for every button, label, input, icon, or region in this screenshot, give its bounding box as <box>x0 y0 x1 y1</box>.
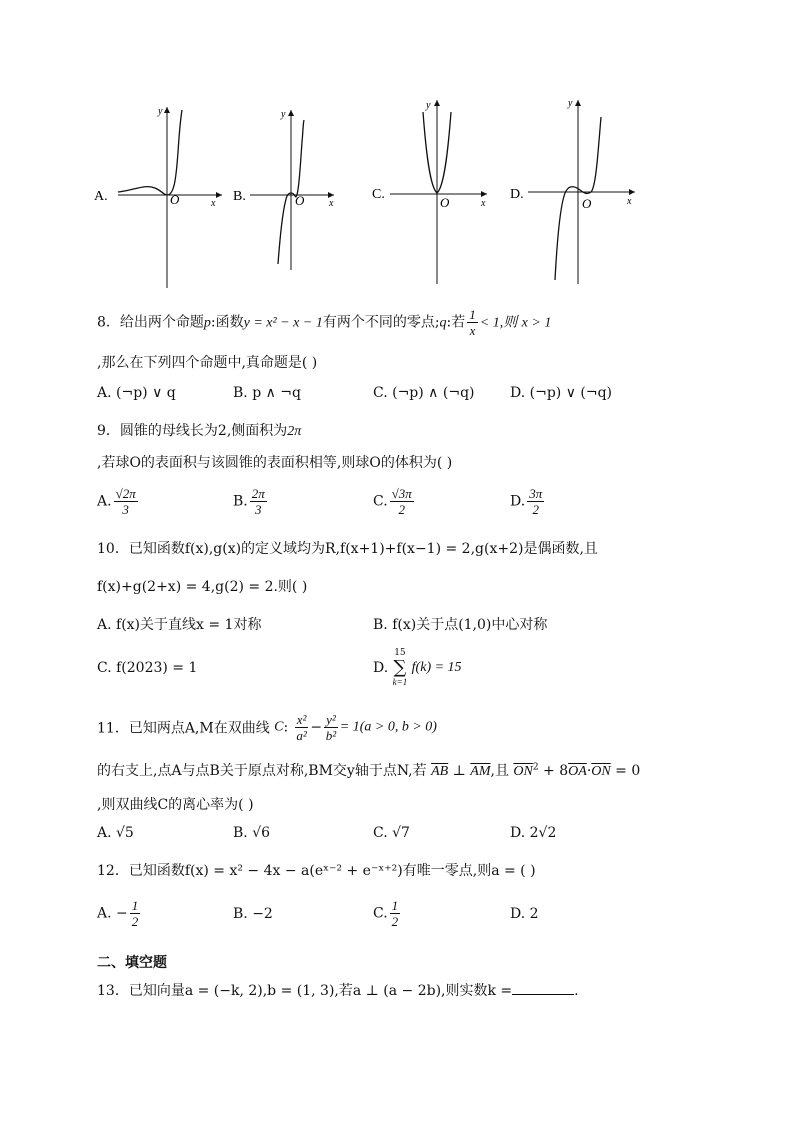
graph-d-ylabel: y <box>568 98 573 109</box>
question-12-line1: 12．已知函数f(x) = x² − 4x − a(eˣ⁻² + e⁻ˣ⁺²)有唯一零点,则a = ( ) <box>97 863 536 879</box>
graph-a-xlabel: x <box>211 198 216 209</box>
question-11-line1: 11．已知两点A,M在双曲线 C: $\frac{\text{x²}}{\text{a²}}$ − $\frac{\text{y²}}{\text{b²}}$ = 1(a > 0, b > 0) <box>97 712 437 743</box>
q8-option-b: B. p ∧ ¬q <box>233 385 301 401</box>
q9-option-c: C. $\frac{√3\pi}{2}$ <box>373 486 412 517</box>
q9-option-a: A. $\frac{√2\pi}{3}$ <box>97 486 136 517</box>
q10-option-d: D. 15 ∑ k=1 f(k) = 15 <box>373 648 462 687</box>
q10-option-b: B. f(x)关于点(1,0)中心对称 <box>373 617 548 633</box>
q11-option-c: C. √7 <box>373 825 410 841</box>
graph-b-label: B. <box>233 189 246 204</box>
question-13: 13．已知向量a = (−k, 2),b = (1, 3),若a ⊥ (a − 2b),则实数k = . <box>97 983 579 999</box>
graph-a-ylabel: y <box>158 106 163 117</box>
question-10-line1: 10．已知函数f(x),g(x)的定义域均为R,f(x+1)+f(x−1) = 2,g(x+2)是偶函数,且 <box>97 541 598 557</box>
q8-option-a: A. (¬p) ∨ q <box>97 385 176 401</box>
q11-option-a: A. √5 <box>97 825 134 841</box>
vector-oa: $\overline{OA}$ <box>568 764 587 779</box>
graph-c-label: C. <box>372 187 385 202</box>
q8-fraction: $\frac{1}{x}$ <box>469 307 476 338</box>
question-9-line1: 9．圆锥的母线长为2,侧面积为2π <box>97 423 302 439</box>
vector-on: $\overline{ON}$ <box>513 764 533 779</box>
question-11-line2: 的右支上,点A与点B关于原点对称,BM交y轴于点N,若 $\overline{AB}$ ⊥ $\overline{AM}$,且 $\overline{ON}^2 + 8\overline{OA}\cdot\overline{ON} = 0$ <box>97 762 641 779</box>
q8-option-c: C. (¬p) ∧ (¬q) <box>373 385 475 401</box>
q12-option-d: D. 2 <box>510 906 539 922</box>
q12-option-c: C. $\frac{1}{2}$ <box>373 898 399 929</box>
q12-option-a: A. − $\frac{1}{2}$ <box>97 898 139 929</box>
q10-option-c: C. f(2023) = 1 <box>97 660 198 676</box>
vector-on-2: $\overline{ON}$ <box>591 764 611 779</box>
graph-b-xlabel: x <box>329 198 334 209</box>
q11-option-b: B. √6 <box>233 825 271 841</box>
q11-option-d: D. 2√2 <box>510 825 557 841</box>
question-8-line2: ,那么在下列四个命题中,真命题是( ) <box>97 355 318 371</box>
graph-d-label: D. <box>510 187 524 202</box>
graph-a-origin: O <box>170 192 180 207</box>
graph-c <box>372 100 487 284</box>
question-10-line2: f(x)+g(2+x) = 4,g(2) = 2.则( ) <box>97 579 308 595</box>
question-9-line2: ,若球O的表面积与该圆锥的表面积相等,则球O的体积为( ) <box>97 455 453 471</box>
graph-c-origin: O <box>440 195 450 210</box>
question-8-stem: 8．给出两个命题p:函数y = x² − x − 1有两个不同的零点;q:若 $\frac{1}{x}$ < 1,则 x > 1 <box>97 307 552 338</box>
answer-blank[interactable] <box>512 982 574 995</box>
vector-am: $\overline{AM}$ <box>470 764 491 779</box>
question-11-line3: ,则双曲线C的离心率为( ) <box>97 797 254 813</box>
graph-b <box>233 109 334 270</box>
vector-ab: $\overline{AB}$ <box>431 764 449 779</box>
graph-a <box>94 106 222 288</box>
q9-option-d: D. $\frac{3\pi}{2}$ <box>510 486 543 517</box>
graph-a-label: A. <box>94 189 108 204</box>
answer-graphs <box>90 92 650 292</box>
q12-option-b: B. −2 <box>233 906 273 922</box>
graph-b-ylabel: y <box>281 109 286 120</box>
q8-option-d: D. (¬p) ∨ (¬q) <box>510 385 613 401</box>
sum-icon: ∑ <box>393 657 407 678</box>
graph-d-xlabel: x <box>627 196 632 207</box>
q10-option-a: A. f(x)关于直线x = 1对称 <box>97 617 262 633</box>
graph-b-origin: O <box>295 193 305 208</box>
graph-d-origin: O <box>582 196 592 211</box>
graph-c-ylabel: y <box>426 100 431 111</box>
section-heading: 二、填空题 <box>97 955 167 971</box>
graph-d <box>510 98 635 284</box>
q9-option-b: B. $\frac{2\pi}{3}$ <box>233 486 265 517</box>
graph-c-xlabel: x <box>481 198 486 209</box>
